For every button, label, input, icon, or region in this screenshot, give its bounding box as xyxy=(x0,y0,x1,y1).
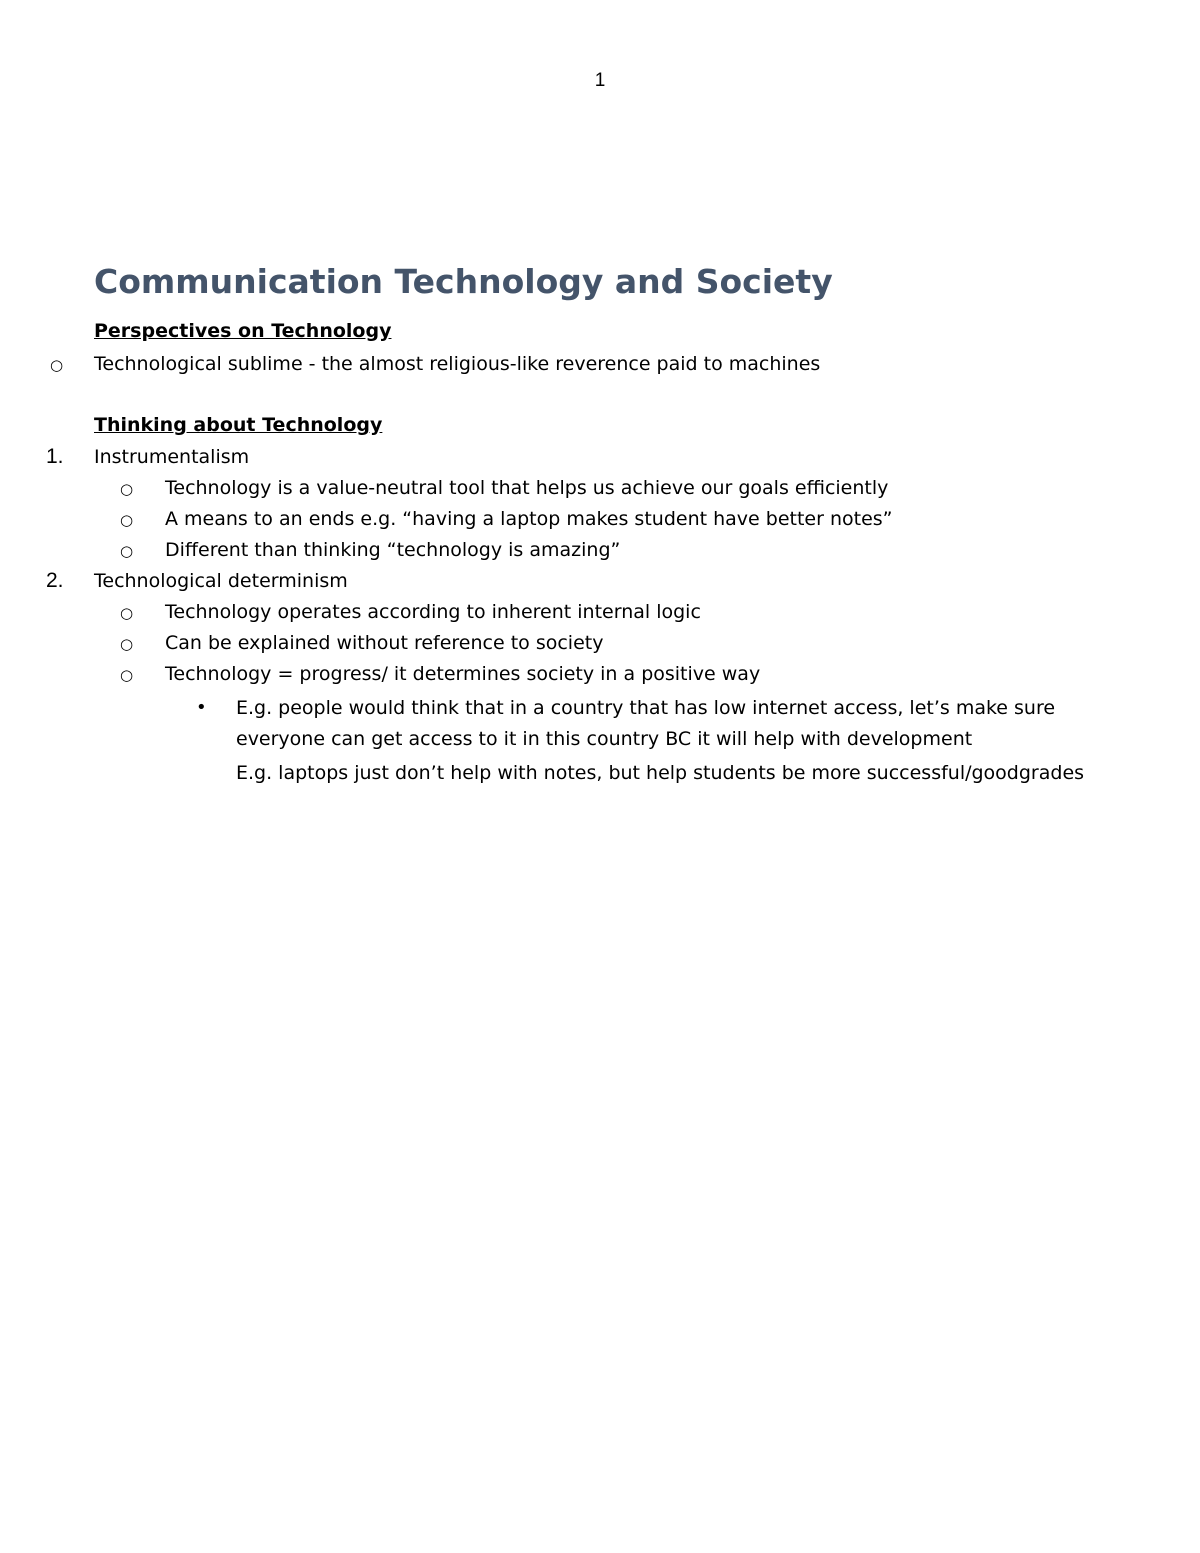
document-title: Communication Technology and Society xyxy=(94,262,833,301)
circle-bullet-icon: ○ xyxy=(120,480,134,498)
section-heading-perspectives: Perspectives on Technology xyxy=(94,320,392,342)
list-item: Can be explained without reference to society xyxy=(165,632,604,654)
list-item-instrumentalism: Instrumentalism xyxy=(94,446,250,468)
list-number-2: 2. xyxy=(46,569,64,592)
list-number-1: 1. xyxy=(46,445,64,468)
list-item: Different than thinking “technology is amazing” xyxy=(165,539,621,561)
list-item-example-line-3: E.g. laptops just don’t help with notes, but help students be more successful/goodgrades xyxy=(236,762,1085,784)
list-item-example-line-2: everyone can get access to it in this country BC it will help with development xyxy=(236,728,973,750)
list-item: Technology operates according to inherent internal logic xyxy=(165,601,701,623)
list-item-example-line-1: E.g. people would think that in a country that has low internet access, let’s make sure xyxy=(236,697,1056,719)
list-item: Technology is a value-neutral tool that helps us achieve our goals efficiently xyxy=(165,477,889,499)
circle-bullet-icon: ○ xyxy=(120,666,134,684)
list-item: Technology = progress/ it determines society in a positive way xyxy=(165,663,761,685)
list-item-technological-sublime: Technological sublime - the almost religious-like reverence paid to machines xyxy=(94,353,821,375)
filled-bullet-icon: • xyxy=(196,697,207,718)
section-heading-thinking: Thinking about Technology xyxy=(94,414,383,436)
circle-bullet-icon: ○ xyxy=(120,604,134,622)
list-item-technological-determinism: Technological determinism xyxy=(94,570,348,592)
circle-bullet-icon: ○ xyxy=(120,635,134,653)
circle-bullet-icon: ○ xyxy=(50,356,64,374)
page-number: 1 xyxy=(594,70,606,91)
circle-bullet-icon: ○ xyxy=(120,511,134,529)
list-item: A means to an ends e.g. “having a laptop makes student have better notes” xyxy=(165,508,893,530)
circle-bullet-icon: ○ xyxy=(120,542,134,560)
